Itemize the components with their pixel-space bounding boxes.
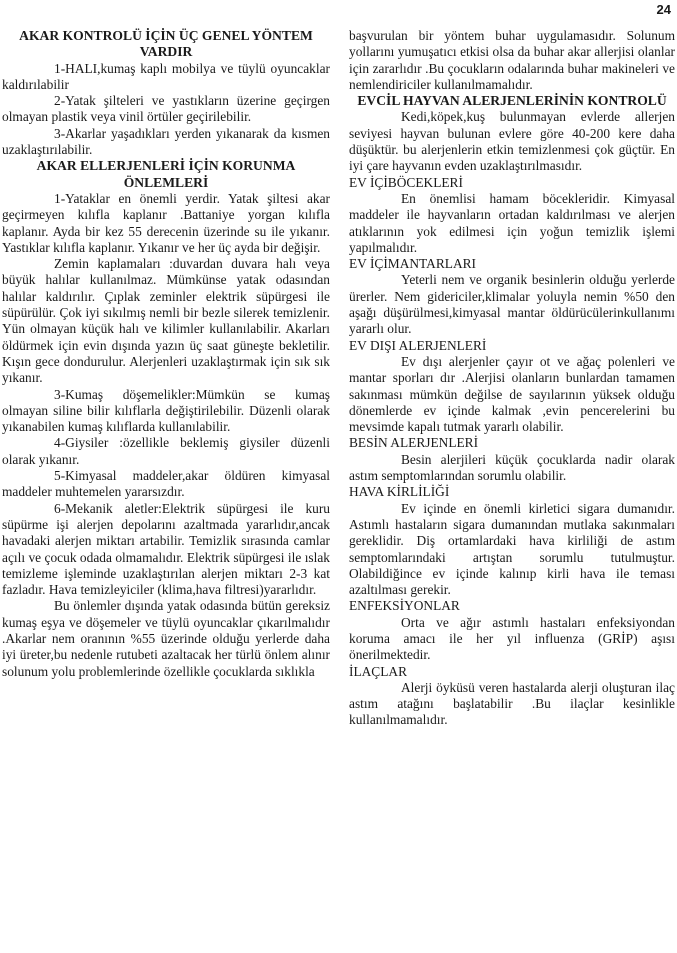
heading-pet-allergen-control: EVCİL HAYVAN ALERJENLERİNİN KONTROLÜ [357, 93, 667, 109]
section-text: En önemlisi hamam böcekleridir. Kimyasal maddeler ile hayvanların ortadan kaldırılması ve alerjen atıklarının yok edilmesi için yoğun temizlik işlemi yapılmalıdır. [349, 190, 675, 255]
method-paragraph: 3-Akarlar yaşadıkları yerden yıkanarak da kısmen uzaklaştırılabilir. [2, 125, 330, 158]
section-title: İLAÇLAR [349, 663, 408, 679]
section-text: Orta ve ağır astımlı hastaları enfeksiyondan koruma amacı ile her yıl influenza (GRİP) aşısı önerilmektedir. [349, 614, 675, 663]
body-paragraph: 1-Yataklar en önemli yerdir. Yatak şiltesi akar geçirmeyen kılıfla kaplanır .Battaniye yorgan kılıfla kaplanır. Ayda bir kez 55 derecenin üzerinde su ile yıkanır. Yastıklar kılıfla kaplanır. Yıkanır ve her üç ayda bir değişir. [2, 190, 330, 255]
section-title: HAVA KİRLİLİĞİ [349, 484, 450, 500]
section-title: EV DIŞI ALERJENLERİ [349, 337, 487, 353]
body-paragraph: 5-Kimyasal maddeler,akar öldüren kimyasal maddeler muhtemelen yararsızdır. [2, 468, 330, 500]
section-text: Yeterli nem ve organik besinlerin olduğu yerlerde ürerler. Nem gidericiler,klimalar yoluyla nemin %50 den aşağı düşürülmesi,kimyasal mantar öldürücülerinkullanımı yararlı olur. [349, 272, 675, 337]
heading-mite-control-methods: AKAR KONTROLÜ İÇİN ÜÇ GENEL YÖNTEM VARDIR [19, 28, 313, 60]
body-paragraph: 6-Mekanik aletler:Elektrik süpürgesi ile kuru süpürme işi alerjen depolarını azaltmada yararlıdır,ancak havadaki alerjen miktarı artabilir. Temizlik sırasında camlar açılı ve çocuk odada olmamalıdır. Elektrik süpürgesi ile ıslak temizleme işleminde uzaklaştırılan alerjen miktarı 2-3 kat fazladır. Hava temizleyiciler (klima,hava filtresi)yararlıdır. [2, 500, 330, 598]
section-text: Ev içinde en önemli kirletici sigara dumanıdır. Astımlı hastaların sigara dumanından mutlaka sakınmaları gereklidir. Diş ortamlardaki hava kirliliği de astım semptomlarındaki artıştan sorumlu tutulmuştur. Olabildiğince ev içinde kalınıp kirli hava ile teması azaltılması gerekir. [349, 500, 675, 598]
body-paragraph: Kedi,köpek,kuş bulunmayan evlerde allerjen seviyesi hayvan bulunan evlere göre 40-200 kere daha düşüktür. bu alerjenlerin etkin temizlenmesi çok güçtür. En iyi çare hayvanın evden uzaklaştırılmasıdır. [349, 109, 675, 174]
section-title: ENFEKSİYONLAR [349, 598, 460, 614]
body-paragraph: Zemin kaplamaları :duvardan duvara halı veya büyük halılar kullanılmaz. Mümkünse yatak odasından halılar kaldırılır. Çıplak zeminler elektrik süpürgesi ile süpürülür. Çok iyi sıkılmış nemli bir bezle silerek temizlenir. Yün olmayan küçük halı ve kilimler kullanılabilir. Akarları öldürmek için evin dışında yazın üç saat güneşte bekletilir. Kışın gece dondurulur. Alerjenleri uzaklaştırmak için sık sık yıkanır. [2, 256, 330, 386]
body-paragraph: 4-Giysiler :özellikle beklemiş giysiler düzenli olarak yıkanır. [2, 435, 330, 467]
body-paragraph: 3-Kumaş döşemelikler:Mümkün se kumaş olmayan siline bilir kılıflarla değiştirilebilir. Düzenli olarak yıkanabilen kumaş kılıflarda kullanılabilir. [2, 386, 330, 435]
method-paragraph: 2-Yatak şilteleri ve yastıkların üzerine geçirgen olmayan plastik veya vinil örtüler geçirilebilir. [2, 93, 330, 125]
left-column [2, 28, 330, 680]
section-title: EV İÇİBÖCEKLERİ [349, 174, 463, 190]
section-title: BESİN ALERJENLERİ [349, 435, 479, 451]
section-text: Alerji öyküsü veren hastalarda alerji oluşturan ilaç astım atağını başlatabilir .Bu ilaçlar kesinlikle kullanılmamalıdır. [349, 679, 675, 728]
method-paragraph: 1-HALI,kumaş kaplı mobilya ve tüylü oyuncaklar kaldırılabilir [2, 60, 330, 92]
continuation-paragraph: başvurulan bir yöntem buhar uygulamasıdır. Solunum yollarını yumuşatıcı etkisi olsa da buhar akar allerjisi olanlar için zararlıdır .Bu çocukların odalarında buhar makineleri ve nemlendiriciler kullanılmamalıdır. [349, 28, 675, 92]
body-paragraph: Bu önlemler dışında yatak odasında bütün gereksiz kumaş eşya ve döşemeler ve tüylü oyuncaklar çıkarılmalıdır .Akarlar nem oranının %55 üzerinde olduğu yerlerde daha iyi üreter,bu nedenle rutubeti azaltacak her türlü önlem alınır solunum yolu problemlerinde özellikle çocuklarda sıklıkla [2, 598, 330, 679]
heading-mite-allergen-protection: AKAR ELLERJENLERİ İÇİN KORUNMA ÖNLEMLERİ [36, 158, 296, 190]
page-number: 24 [656, 2, 671, 17]
section-title: EV İÇİMANTARLARI [349, 256, 477, 272]
section-text: Besin alerjileri küçük çocuklarda nadir olarak astım semptomlarından sorumlu olabilir. [349, 451, 675, 484]
right-column [349, 28, 675, 729]
section-text: Ev dışı alerjenler çayır ot ve ağaç polenleri ve mantar sporları dır .Alerjisi olanların bunlardan tamamen sakınması mümkün değilse de sayılarının yüksek olduğu dönemlerde ev içinde kalmak ,evin pencerelerini bu mevsimde kapalı tutmak yararlı olabilir. [349, 353, 675, 435]
